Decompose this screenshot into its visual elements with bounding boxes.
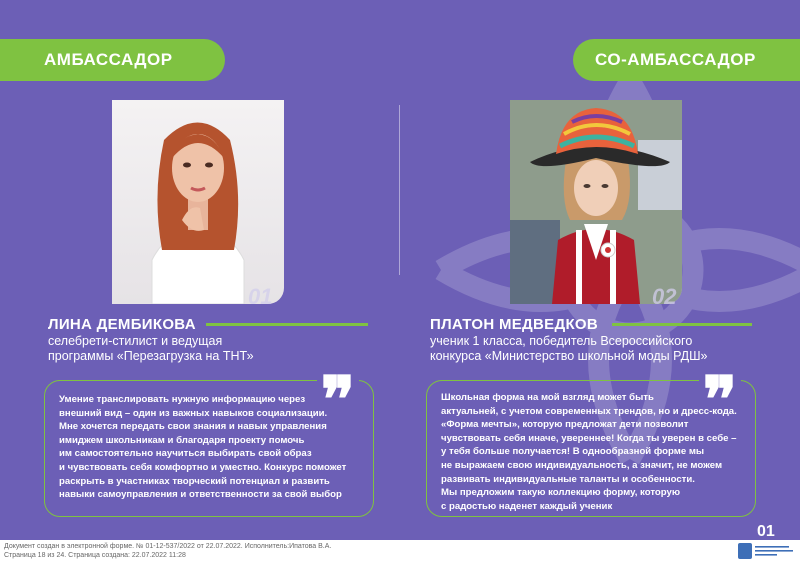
co-ambassador-quote-text (441, 391, 737, 513)
co-ambassador-photo (510, 100, 682, 304)
co-ambassador-role (430, 334, 760, 364)
co-ambassador-tag: СО-АМБАССАДОР (573, 39, 800, 81)
co-ambassador-quote-box (426, 369, 756, 517)
ambassador-quote-box (44, 369, 374, 517)
quote-line: имиджем школьникам и благодаря проекту помочь (59, 434, 305, 446)
role-line: селебрети-стилист и ведущая (48, 334, 223, 348)
quote-icon: ❞ (699, 369, 741, 415)
co-ambassador-name-underline (612, 323, 752, 326)
ambassador-quote-text (59, 393, 346, 502)
center-divider (399, 105, 400, 275)
ambassador-photo (112, 100, 284, 304)
quote-line: навыки самоуправления и ответственности за свой выбор (59, 489, 342, 501)
quote-line: «Форма мечты», которую предложат дети позволит (441, 419, 689, 431)
quote-line: раскрыть в участниках творческий потенциал и развить (59, 475, 330, 487)
ambassador-role (48, 334, 348, 364)
quote-line: не выражаем свою индивидуальность, а значит, не можем (441, 459, 723, 471)
quote-line: Умение транслировать нужную информацию через (59, 394, 306, 405)
region-emblem (738, 543, 795, 559)
role-line: конкурса «Министерство школьной моды РДШ» (430, 349, 708, 363)
quote-line: чувствовать себя иначе, увереннее! Когда ты уверен в себе – (441, 432, 737, 444)
ambassador-name-underline (206, 323, 368, 326)
role-line: ученик 1 класса, победитель Всероссийского (430, 334, 693, 348)
quote-icon: ❞ (317, 369, 359, 415)
quote-line: актуальней, с учетом современных трендов, но и дресс-кода. (441, 405, 737, 417)
co-ambassador-number: 02 (652, 284, 677, 309)
quote-line: развивать индивидуальные таланты и особенности. (441, 473, 695, 485)
coat-of-arms-icon (738, 543, 752, 559)
quote-line: Школьная форма на мой взгляд может быть (441, 392, 654, 403)
quote-line: им самостоятельно научиться выбирать свой образ (59, 448, 312, 460)
co-ambassador-name: ПЛАТОН МЕДВЕДКОВ (430, 316, 599, 333)
ambassador-tag: АМБАССАДОР (0, 39, 225, 81)
quote-line: внешний вид – один из важных навыков социализации. (59, 407, 328, 419)
role-line: программы «Перезагрузка на ТНТ» (48, 349, 254, 363)
page-mark: 01 (757, 523, 775, 540)
footer-text (4, 542, 331, 560)
quote-line: и чувствовать себя комфортно и уместно. Конкурс поможет (59, 461, 347, 473)
quote-line: у тебя больше получается! В однообразной форме мы (441, 446, 705, 458)
ambassador-number: 01 (248, 284, 273, 309)
document-footer (0, 540, 800, 566)
footer-line: Страница 18 из 24. Страница создана: 22.07.2022 11:28 (4, 552, 186, 559)
ambassador-name: ЛИНА ДЕМБИКОВА (48, 316, 196, 333)
quote-line: Мне хочется передать свои знания и навык управления (59, 421, 327, 433)
quote-line: с радостью наденет каждый ученик (441, 500, 613, 512)
emblem-caption-graphic (755, 545, 795, 558)
quote-line: Мы предложим такую коллекцию форму, которую (441, 487, 681, 499)
footer-line: Документ создан в электронной форме. № 01-12-537/2022 от 22.07.2022. Исполнитель:Ипатова В.А. (4, 543, 332, 550)
